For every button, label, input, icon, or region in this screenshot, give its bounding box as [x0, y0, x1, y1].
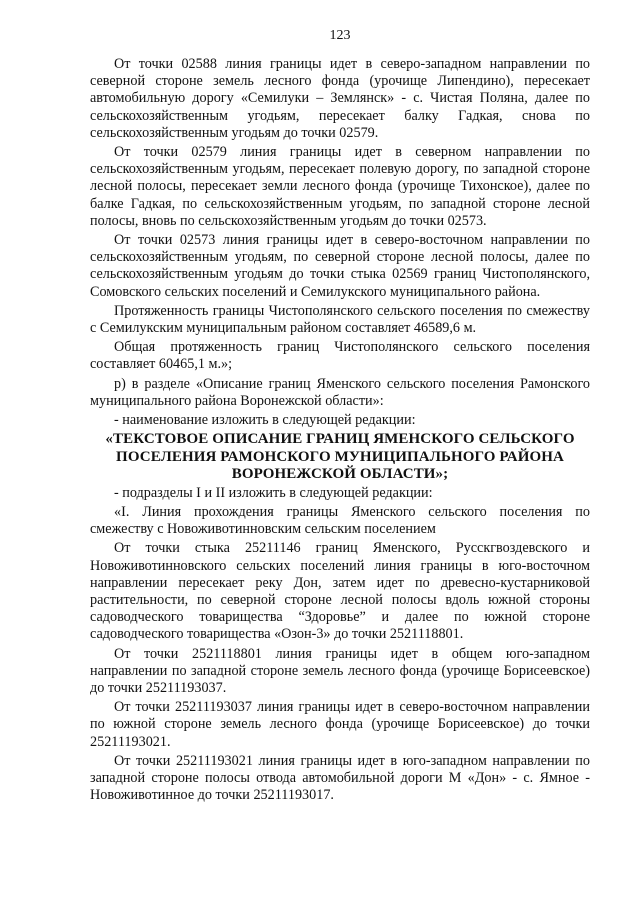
- paragraph: От точки 25211193037 линия границы идет в северо-восточном направлении по южной стороне земель лесного фонда (урочище Борисеевское) до точки 25211193021.: [90, 699, 590, 750]
- paragraph: Общая протяженность границ Чистополянского сельского поселения составляет 60465,1 м.»;: [90, 339, 590, 373]
- paragraph: От точки 02588 линия границы идет в северо-западном направлении по северной стороне земель лесного фонда (урочище Липендино), пересекает автомобильную дорогу «Семилуки – Землянск» - с. Чистая Поляна, далее по сельскохозяйственным угодьям, пересекает балку Гадкая, снова по сельскохозяйственным угодьям до точки 02579.: [90, 56, 590, 141]
- paragraph: От точки 25211193021 линия границы идет в юго-западном направлении по западной стороне полосы отвода автомобильной дороги М «Дон» - с. Ямное - Новоживотинное до точки 25211193017.: [90, 752, 590, 804]
- paragraph: - подразделы I и II изложить в следующей редакции:: [114, 484, 433, 501]
- paragraph: От точки стыка 25211146 границ Яменского, Русскгвоздевского и Новоживотинновского сельских поселений линия границы в юго-восточном направлении пересекает реку Дон, затем идет по древесно-кустарниковой растительности, по северной стороне лесной полосы вдоль южной стороны садоводческого товарищества “Здоровье” и далее по южной стороне садоводческого товарищества «Озон-3» до точки 2521118801.: [90, 540, 590, 643]
- paragraph: От точки 02579 линия границы идет в северном направлении по сельскохозяйственным угодьям, пересекает полевую дорогу, по западной стороне лесной полосы, пересекает земли лесного фонда (урочище Тихонское), далее по балке Гадкая, по сельскохозяйственным угодьям, по западной стороне лесной полосы, вновь по сельскохозяйственным угодьям до точки 02573.: [90, 144, 590, 229]
- paragraph: От точки 2521118801 линия границы идет в общем юго-западном направлении по западной стороне земель лесного фонда (урочище Борисеевское) до точки 25211193037.: [90, 645, 590, 696]
- section-heading: «ТЕКСТОВОЕ ОПИСАНИЕ ГРАНИЦ ЯМЕНСКОГО СЕЛЬСКОГО ПОСЕЛЕНИЯ РАМОНСКОГО МУНИЦИПАЛЬНОГО РАЙОНА ВОРОНЕЖСКОЙ ОБЛАСТИ»;: [105, 431, 575, 483]
- page-number: 123: [329, 28, 351, 43]
- paragraph: - наименование изложить в следующей редакции:: [114, 412, 416, 429]
- document-page: [90, 28, 590, 806]
- paragraph: р) в разделе «Описание границ Яменского сельского поселения Рамонского муниципального района Воронежской области»:: [90, 375, 590, 409]
- paragraph: Протяженность границы Чистополянского сельского поселения по смежеству с Семилукским муниципальным районом составляет 46589,6 м.: [90, 302, 590, 337]
- paragraph: От точки 02573 линия границы идет в северо-восточном направлении по сельскохозяйственным угодьям, по северной стороне лесной полосы, далее по сельскохозяйственным угодьям до точки стыка 02569 границ Чистополянского, Сомовского сельских поселений и Семилукского муниципального района.: [90, 232, 590, 300]
- paragraph: «I. Линия прохождения границы Яменского сельского поселения по смежеству с Новоживотинновским сельским поселением: [90, 503, 590, 538]
